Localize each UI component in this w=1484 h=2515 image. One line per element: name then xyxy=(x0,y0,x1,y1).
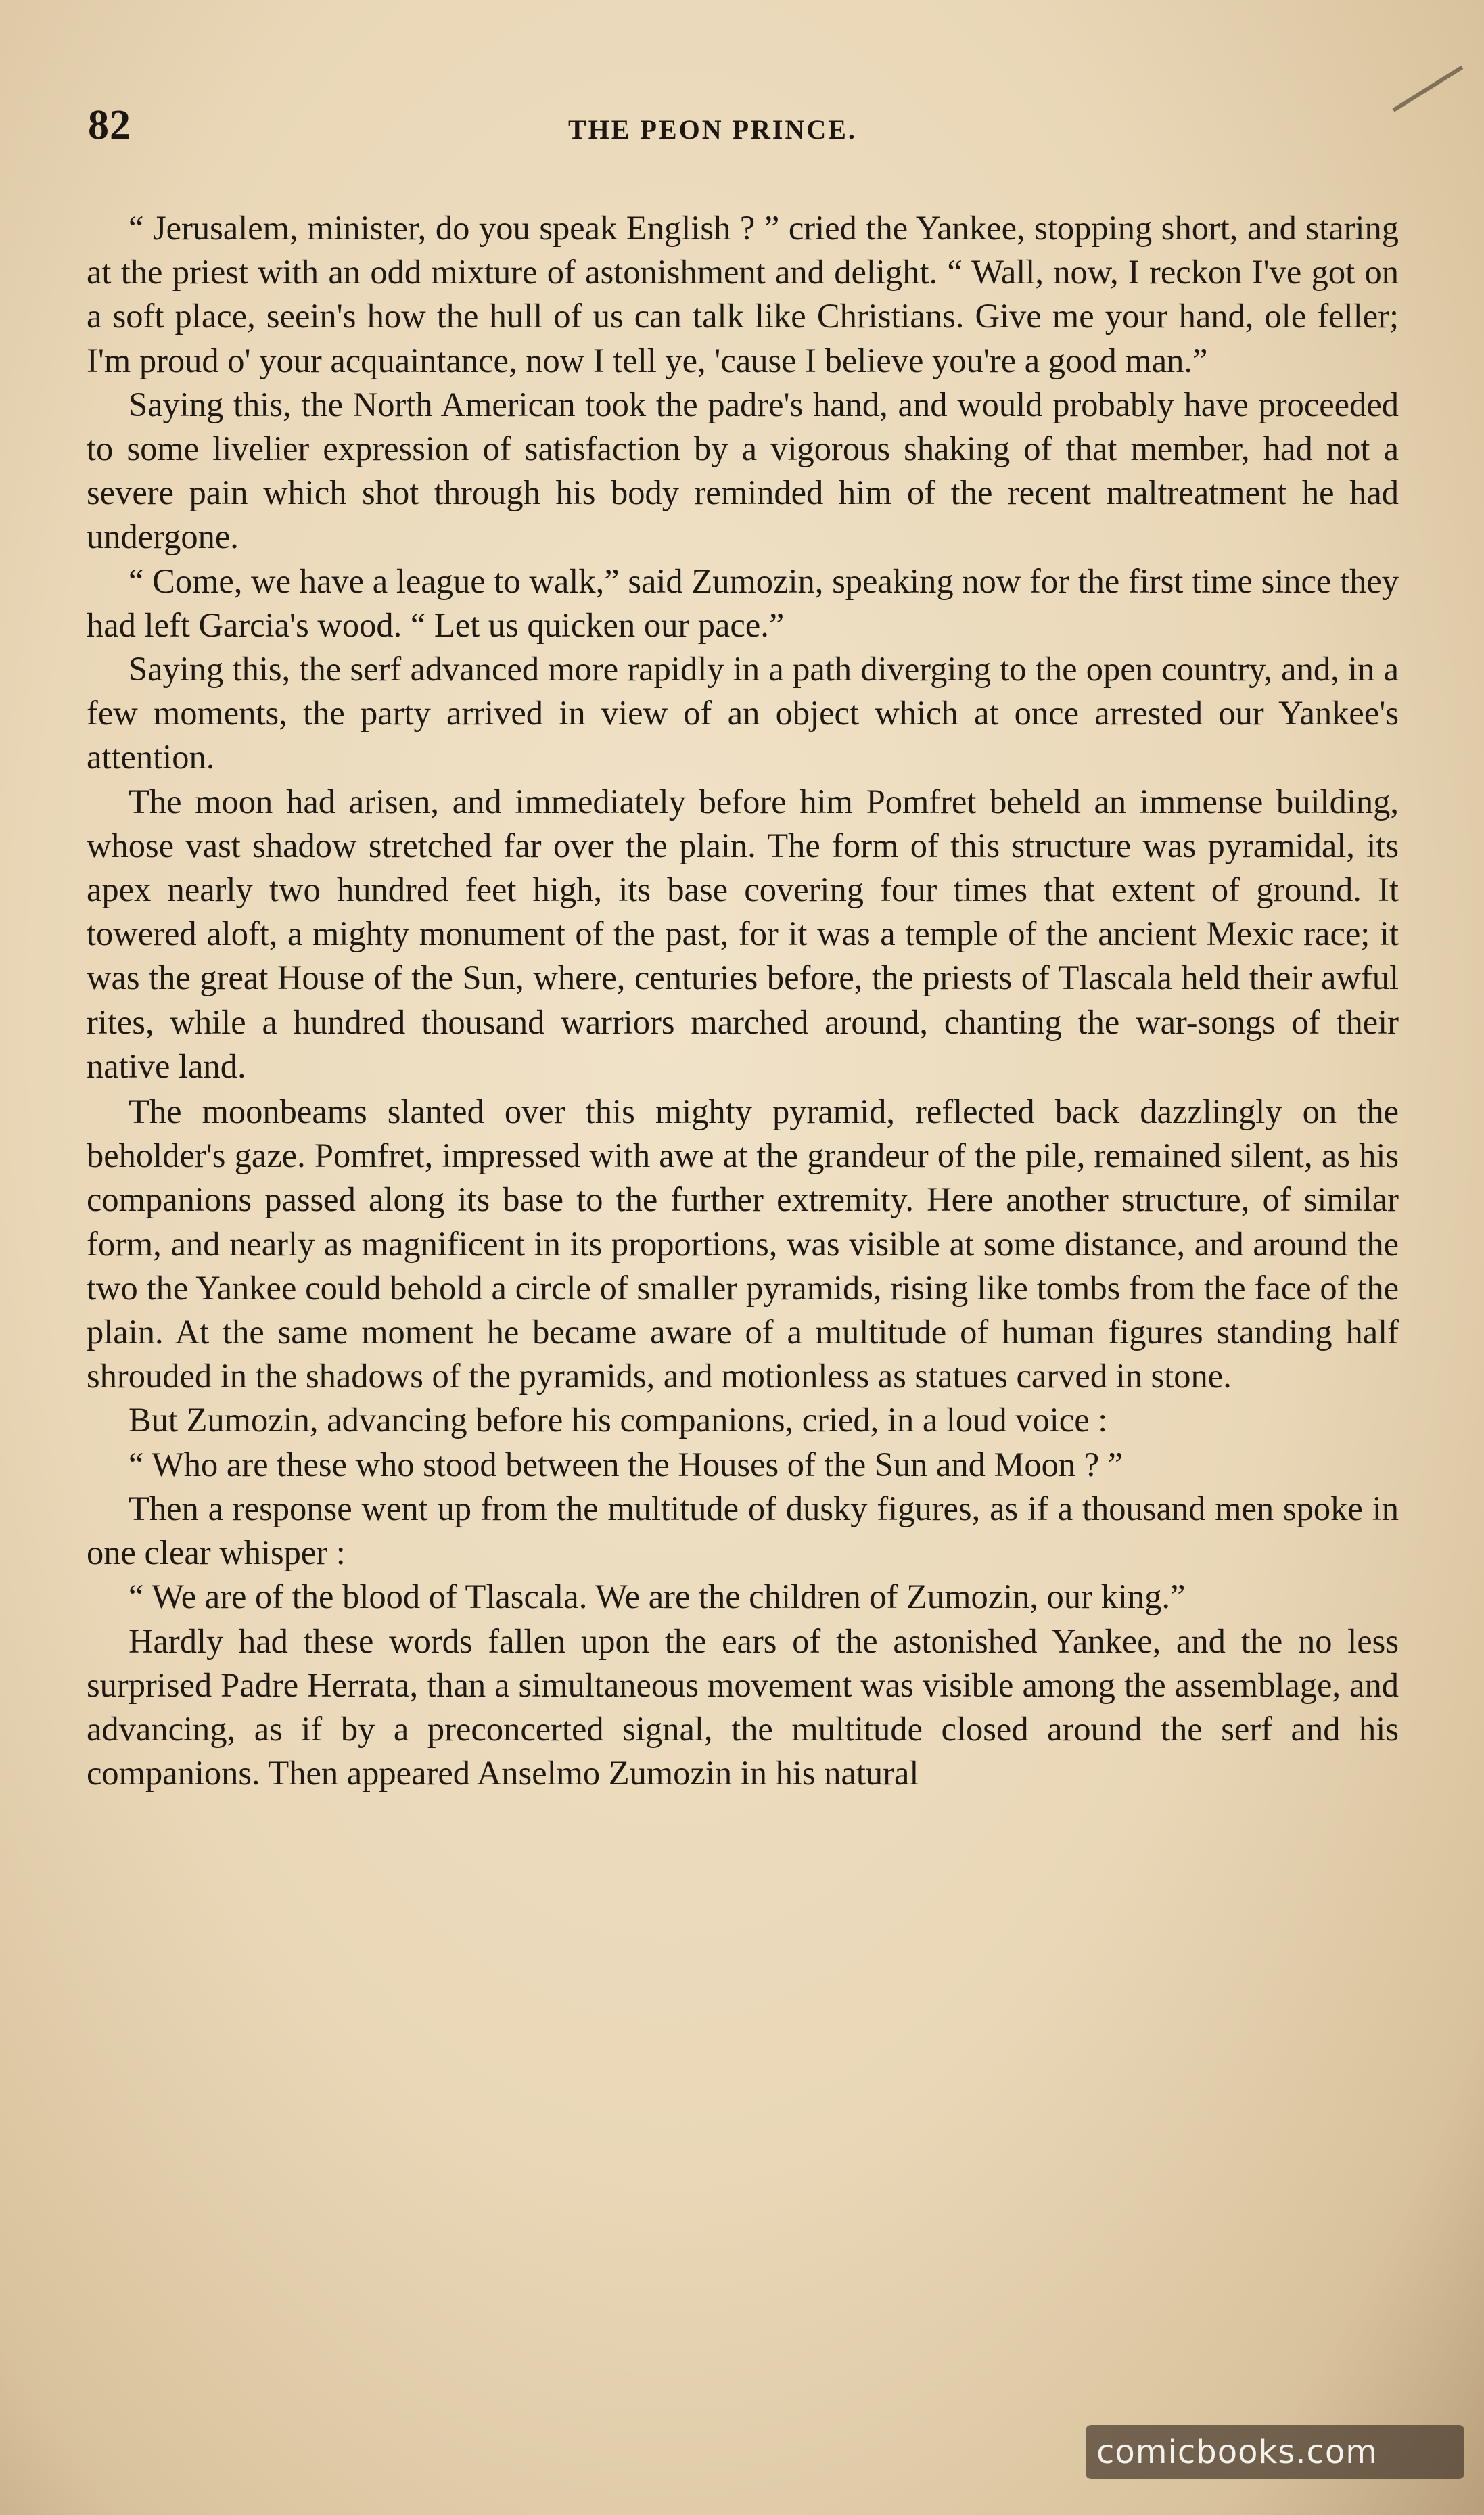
paragraph: Saying this, the North American took the padre's hand, and would probably have proceeded to some livelier expression of satisfaction by a vigorous shaking of that member, had not a severe pain which shot through his body reminded him of the recent maltreatment he had undergone. xyxy=(87,385,1399,556)
page-number: 82 xyxy=(88,102,131,148)
paragraph: “ We are of the blood of Tlascala. We are the children of Zumozin, our king.” xyxy=(129,1577,1186,1616)
paragraph: Then a response went up from the multitude of dusky figures, as if a thousand men spoke in one clear whisper : xyxy=(87,1489,1399,1572)
paragraph: Saying this, the serf advanced more rapidly in a path diverging to the open country, and, in a few moments, the party arrived in view of an object which at once arrested our Yankee's attention. xyxy=(87,650,1399,777)
pencil-mark xyxy=(1392,66,1463,112)
paragraph: Hardly had these words fallen upon the ears of the astonished Yankee, and the no less surprised Padre Herrata, than a simultaneous movement was visible among the assemblage, and advancing, as if by a preconcerted signal, the multitude closed around the serf and his companions. Then appeared Anselmo Zumozin in his natural xyxy=(87,1621,1399,1793)
body-text xyxy=(87,206,1399,1795)
paragraph: The moonbeams slanted over this mighty pyramid, reflected back dazzlingly on the beholder's gaze. Pomfret, impressed with awe at the grandeur of the pile, remained silent, as his companions passed along its base to the further extremity. Here another structure, of similar form, and nearly as magnificent in its proportions, was visible at some distance, and around the two the Yankee could behold a circle of smaller pyramids, rising like tombs from the face of the plain. At the same moment he became aware of a multitude of human figures standing half shrouded in the shadows of the pyramids, and motionless as statues carved in stone. xyxy=(87,1092,1399,1395)
watermark xyxy=(1086,2425,1464,2479)
paragraph: “ Jerusalem, minister, do you speak English ? ” cried the Yankee, stopping short, and staring at the priest with an odd mixture of astonishment and delight. “ Wall, now, I reckon I've got on a soft place, seein's how the hull of us can talk like Christians. Give me your hand, ole feller; I'm proud o' your acquaintance, now I tell ye, 'cause I believe you're a good man.” xyxy=(87,209,1399,379)
paragraph: “ Who are these who stood between the Houses of the Sun and Moon ? ” xyxy=(129,1445,1123,1483)
page-header xyxy=(88,101,1393,156)
paragraph: The moon had arisen, and immediately before him Pomfret beheld an immense building, whose vast shadow stretched far over the plain. The form of this structure was pyramidal, its apex nearly two hundred feet high, its base covering four times that extent of ground. It towered aloft, a mighty monument of the past, for it was a temple of the ancient Mexic race; it was the great House of the Sun, where, centuries before, the priests of Tlascala held their awful rites, while a hundred thousand warriors marched around, chanting the war-songs of their native land. xyxy=(87,782,1399,1085)
paragraph: But Zumozin, advancing before his companions, cried, in a loud voice : xyxy=(129,1401,1108,1439)
watermark-text: comicbooks.com xyxy=(1096,2433,1378,2471)
running-head: THE PEON PRINCE. xyxy=(568,114,857,145)
paragraph: “ Come, we have a league to walk,” said Zumozin, speaking now for the first time since they had left Garcia's wood. “ Let us quicken our pace.” xyxy=(87,561,1399,644)
